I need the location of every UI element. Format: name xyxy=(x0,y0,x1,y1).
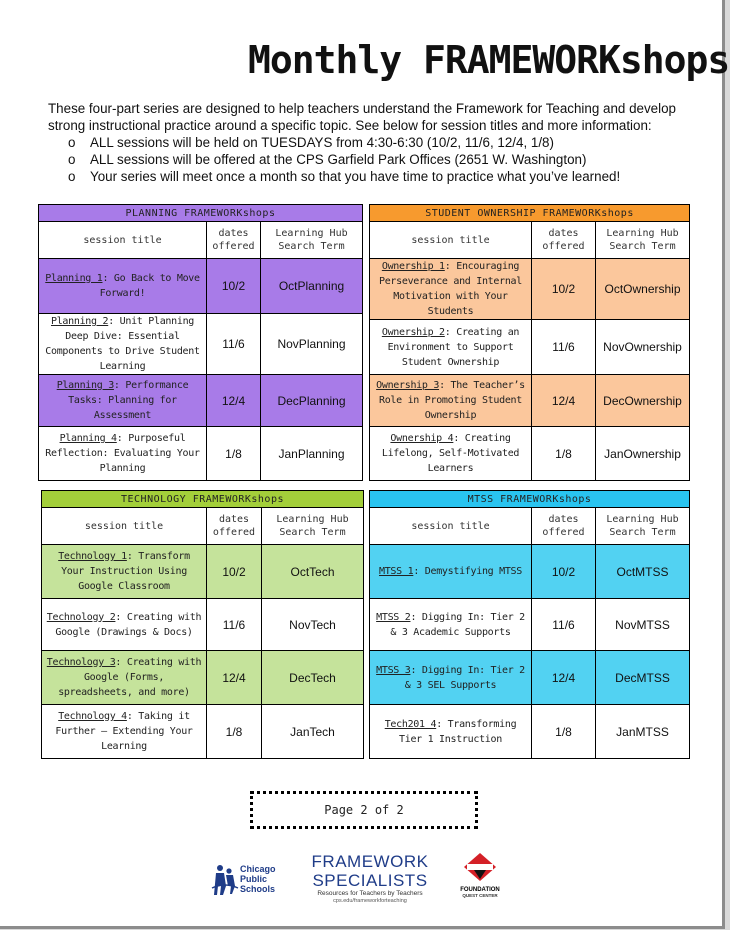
table-row xyxy=(42,651,364,705)
session-title: Ownership 1: Encouraging Perseverance and Internal Motivation with Your Students xyxy=(370,259,532,320)
table-row xyxy=(370,427,690,481)
framework-specialists-logo: FRAMEWORK SPECIALISTS Resources for Teachers by Teachers cps.edu/frameworkforteaching xyxy=(311,852,429,904)
search-term: OctTech xyxy=(262,545,364,599)
table-header: PLANNING FRAMEWORKshops xyxy=(39,205,363,222)
col-header-term: Learning Hub Search Term xyxy=(262,508,364,545)
session-title: MTSS 3: Digging In: Tier 2 & 3 SEL Supports xyxy=(370,651,532,705)
col-header-session: session title xyxy=(370,222,532,259)
session-date: 12/4 xyxy=(532,375,596,427)
page-title: Monthly FRAMEWORKshops xyxy=(248,38,730,82)
search-term: JanPlanning xyxy=(261,427,363,481)
session-date: 1/8 xyxy=(532,427,596,481)
col-header-session: session title xyxy=(42,508,207,545)
session-date: 12/4 xyxy=(532,651,596,705)
intro-bullet: o ALL sessions will be offered at the CPS Garfield Park Offices (2651 W. Washington) xyxy=(68,152,587,167)
session-title: Tech201 4: Transforming Tier 1 Instruction xyxy=(370,705,532,759)
intro-section xyxy=(48,100,698,185)
session-date: 12/4 xyxy=(207,651,262,705)
table-row xyxy=(370,375,690,427)
search-term: DecPlanning xyxy=(261,375,363,427)
col-header-session: session title xyxy=(39,222,207,259)
search-term: DecTech xyxy=(262,651,364,705)
search-term: NovOwnership xyxy=(596,320,690,375)
quest-center-diamond-icon xyxy=(463,852,497,882)
session-title: MTSS 1: Demystifying MTSS xyxy=(370,545,532,599)
table-header: STUDENT OWNERSHIP FRAMEWORKshops xyxy=(370,205,690,222)
bullet-marker: o xyxy=(68,135,76,150)
search-term: NovTech xyxy=(262,599,364,651)
col-header-term: Learning Hub Search Term xyxy=(261,222,363,259)
cps-figures-icon xyxy=(210,862,240,896)
technology-table xyxy=(41,490,364,759)
search-term: NovPlanning xyxy=(261,314,363,375)
session-title: Technology 4: Taking it Further – Extending Your Learning xyxy=(42,705,207,759)
table-row xyxy=(370,259,690,320)
intro-bullet: o ALL sessions will be held on TUESDAYS from 4:30-6:30 (10/2, 11/6, 12/4, 1/8) xyxy=(68,135,554,150)
search-term: OctPlanning xyxy=(261,259,363,314)
session-date: 10/2 xyxy=(532,259,596,320)
table-row xyxy=(370,651,690,705)
search-term: JanTech xyxy=(262,705,364,759)
session-date: 11/6 xyxy=(207,314,261,375)
session-title: Technology 3: Creating with Google (Forms, spreadsheets, and more) xyxy=(42,651,207,705)
table-row xyxy=(42,705,364,759)
search-term: JanMTSS xyxy=(596,705,690,759)
session-title: MTSS 2: Digging In: Tier 2 & 3 Academic Supports xyxy=(370,599,532,651)
table-row xyxy=(39,259,363,314)
intro-paragraph: These four-part series are designed to help teachers understand the Framework for Teaching and develop strong instructional practice around a specific topic. See below for session titles and more information: xyxy=(48,101,676,133)
intro-bullets xyxy=(48,134,698,185)
bullet-marker: o xyxy=(68,169,76,184)
table-row xyxy=(370,320,690,375)
session-date: 11/6 xyxy=(207,599,262,651)
mtss-table xyxy=(369,490,690,759)
search-term: OctMTSS xyxy=(596,545,690,599)
search-term: OctOwnership xyxy=(596,259,690,320)
table-row xyxy=(39,427,363,481)
session-title: Ownership 4: Creating Lifelong, Self-Motivated Learners xyxy=(370,427,532,481)
col-header-term: Learning Hub Search Term xyxy=(596,508,690,545)
session-date: 1/8 xyxy=(207,705,262,759)
quest-center-logo: FOUNDATION QUEST CENTER xyxy=(455,852,505,912)
planning-table xyxy=(38,204,363,481)
search-term: DecMTSS xyxy=(596,651,690,705)
col-header-dates: dates offered xyxy=(532,222,596,259)
col-header-session: session title xyxy=(370,508,532,545)
session-date: 1/8 xyxy=(532,705,596,759)
search-term: DecOwnership xyxy=(596,375,690,427)
col-header-dates: dates offered xyxy=(532,508,596,545)
table-row xyxy=(42,599,364,651)
session-date: 11/6 xyxy=(532,320,596,375)
session-date: 10/2 xyxy=(207,259,261,314)
table-row xyxy=(370,705,690,759)
session-title: Ownership 3: The Teacher’s Role in Promoting Student Ownership xyxy=(370,375,532,427)
table-header: MTSS FRAMEWORKshops xyxy=(370,491,690,508)
session-date: 10/2 xyxy=(207,545,262,599)
ownership-table xyxy=(369,204,690,481)
table-row xyxy=(39,314,363,375)
session-title: Ownership 2: Creating an Environment to Support Student Ownership xyxy=(370,320,532,375)
search-term: NovMTSS xyxy=(596,599,690,651)
table-row xyxy=(370,545,690,599)
cps-logo: Chicago Public Schools xyxy=(210,862,290,902)
page-indicator: Page 2 of 2 xyxy=(250,791,478,829)
session-title: Planning 3: Performance Tasks: Planning for Assessment xyxy=(39,375,207,427)
session-title: Planning 4: Purposeful Reflection: Evaluating Your Planning xyxy=(39,427,207,481)
intro-bullet: o Your series will meet once a month so that you have time to practice what you’ve learned! xyxy=(68,169,621,184)
bullet-marker: o xyxy=(68,152,76,167)
session-date: 12/4 xyxy=(207,375,261,427)
session-title: Planning 2: Unit Planning Deep Dive: Essential Components to Drive Student Learning xyxy=(39,314,207,375)
session-date: 11/6 xyxy=(532,599,596,651)
table-row xyxy=(39,375,363,427)
session-title: Technology 1: Transform Your Instruction Using Google Classroom xyxy=(42,545,207,599)
table-row xyxy=(42,545,364,599)
col-header-dates: dates offered xyxy=(207,222,261,259)
table-row xyxy=(370,599,690,651)
table-header: TECHNOLOGY FRAMEWORKshops xyxy=(42,491,364,508)
session-date: 10/2 xyxy=(532,545,596,599)
search-term: JanOwnership xyxy=(596,427,690,481)
session-title: Technology 2: Creating with Google (Drawings & Docs) xyxy=(42,599,207,651)
col-header-term: Learning Hub Search Term xyxy=(596,222,690,259)
session-title: Planning 1: Go Back to Move Forward! xyxy=(39,259,207,314)
session-date: 1/8 xyxy=(207,427,261,481)
col-header-dates: dates offered xyxy=(207,508,262,545)
